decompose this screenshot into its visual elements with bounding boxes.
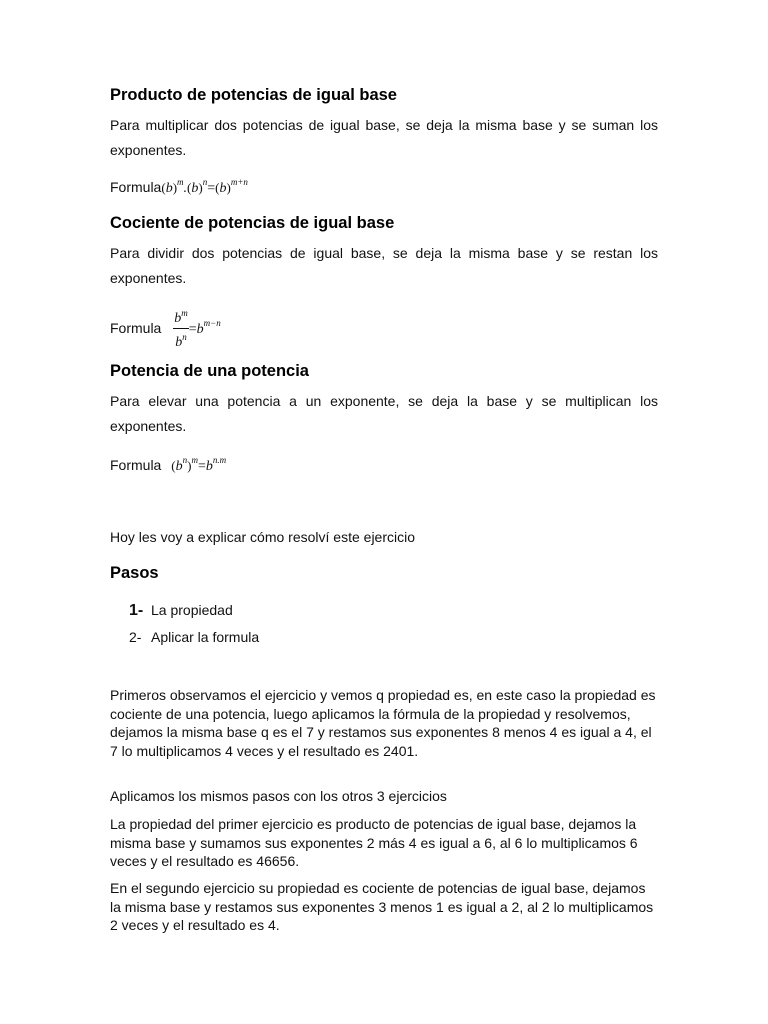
list-item	[129, 629, 259, 647]
formula-potencia	[110, 455, 226, 475]
section-title-producto: Producto de potencias de igual base	[110, 86, 397, 104]
paragraph-first-exercise: La propiedad del primer ejercicio es producto de potencias de igual base, dejamos la misma base y sumamos sus exponentes 2 más 4 es igual a 6, al 6 lo multiplicamos 6 veces y el resultado es 46656.	[110, 816, 638, 869]
formula-producto-expression: $(b)^m.(b)^n=(b)^{m+n}$	[161, 177, 248, 196]
formula-label: Formula	[110, 179, 162, 195]
step-text: Aplicar la formula	[151, 629, 260, 645]
step-text: La propiedad	[151, 602, 233, 618]
section-text-potencia: Para elevar una potencia a un exponente, se deja la base y se multiplican los exponentes.	[110, 393, 658, 434]
formula-cociente-fraction: $\frac{b^m}{b^n}$	[174, 308, 188, 350]
formula-potencia-expression: $(b^n)^m=b^{n.m}$	[171, 455, 227, 474]
intro-text: Hoy les voy a explicar cómo resolví este ejercicio	[110, 529, 416, 545]
formula-label: Formula	[110, 320, 162, 336]
section-title-cociente: Cociente de potencias de igual base	[110, 214, 395, 232]
formula-cociente	[110, 306, 221, 350]
paragraph-same-steps: Aplicamos los mismos pasos con los otros 3 ejercicios	[110, 788, 447, 804]
section-text-producto: Para multiplicar dos potencias de igual base, se deja la misma base y se suman los exponentes.	[110, 117, 658, 158]
section-text-cociente: Para dividir dos potencias de igual base, se deja la misma base y se restan los exponentes.	[110, 245, 658, 286]
steps-list	[129, 602, 259, 647]
section-title-potencia: Potencia de una potencia	[110, 362, 309, 380]
list-item	[129, 602, 259, 629]
step-number: 2-	[129, 629, 142, 645]
formula-cociente-result: $=b^{m-n}$	[188, 318, 221, 337]
step-number: 1-	[129, 602, 144, 619]
paragraph-explanation: Primeros observamos el ejercicio y vemos q propiedad es, en este caso la propiedad es cociente de una potencia, luego aplicamos la fórmula de la propiedad y resolvemos, dejamos la misma base q es el 7 y restamos sus exponentes 8 menos 4 es igual a 4, el 7 lo multiplicamos 4 veces y el resultado es 2401.	[110, 687, 656, 759]
formula-label: Formula	[110, 457, 162, 473]
paragraph-second-exercise: En el segundo ejercicio su propiedad es cociente de potencias de igual base, dejamos la misma base y restamos sus exponentes 3 menos 1 es igual a 2, al 2 lo multiplicamos 2 veces y el resultado es 4.	[110, 880, 654, 933]
formula-producto	[110, 177, 248, 197]
pasos-title: Pasos	[110, 564, 159, 582]
